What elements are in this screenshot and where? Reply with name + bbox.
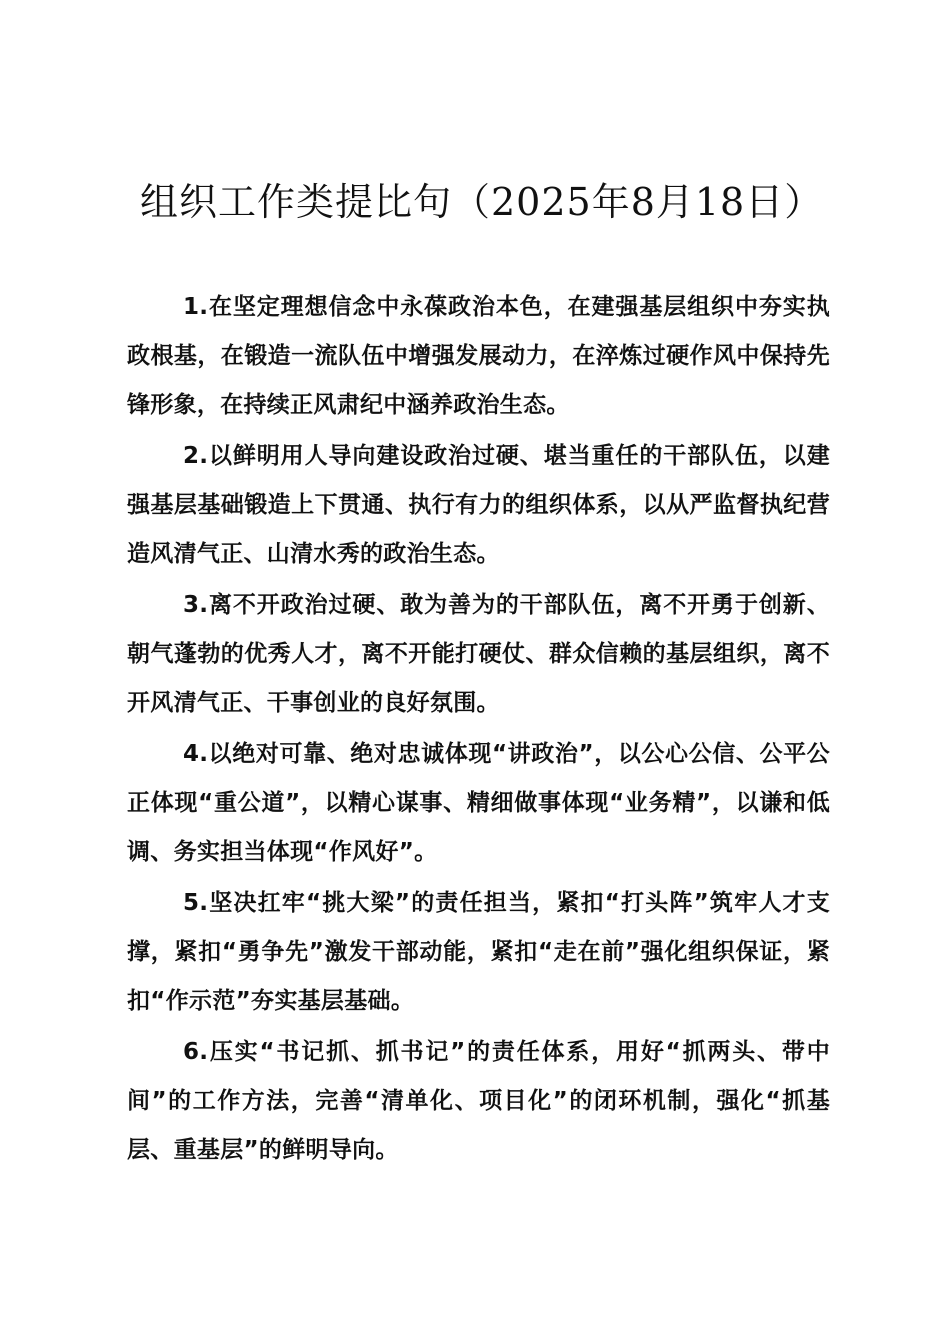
paragraph-6: 6.压实“书记抓、抓书记”的责任体系，用好“抓两头、带中间”的工作方法，完善“清单化、项目化”的闭环机制，强化“抓基层、重基层”的鲜明导向。: [127, 1039, 830, 1163]
document-title: 组织工作类提比句（2025年8月18日）: [140, 180, 824, 224]
paragraph-5: 5.坚决扛牢“挑大梁”的责任担当，紧扣“打头阵”筑牢人才支撑，紧扣“勇争先”激发干部动能，紧扣“走在前”强化组织保证，紧扣“作示范”夯实基层基础。: [127, 890, 830, 1014]
paragraph-4: 4.以绝对可靠、绝对忠诚体现“讲政治”，以公心公信、公平公正体现“重公道”，以精心谋事、精细做事体现“业务精”，以谦和低调、务实担当体现“作风好”。: [127, 741, 830, 865]
paragraph-3: 3.离不开政治过硬、敢为善为的干部队伍，离不开勇于创新、朝气蓬勃的优秀人才，离不开能打硬仗、群众信赖的基层组织，离不开风清气正、干事创业的良好氛围。: [127, 592, 830, 716]
document-body: [127, 283, 830, 1177]
paragraph-1: 1.在坚定理想信念中永葆政治本色，在建强基层组织中夯实执政根基，在锻造一流队伍中增强发展动力，在淬炼过硬作风中保持先锋形象，在持续正风肃纪中涵养政治生态。: [127, 294, 830, 418]
paragraph-2: 2.以鲜明用人导向建设政治过硬、堪当重任的干部队伍，以建强基层基础锻造上下贯通、执行有力的组织体系，以从严监督执纪营造风清气正、山清水秀的政治生态。: [127, 443, 830, 567]
